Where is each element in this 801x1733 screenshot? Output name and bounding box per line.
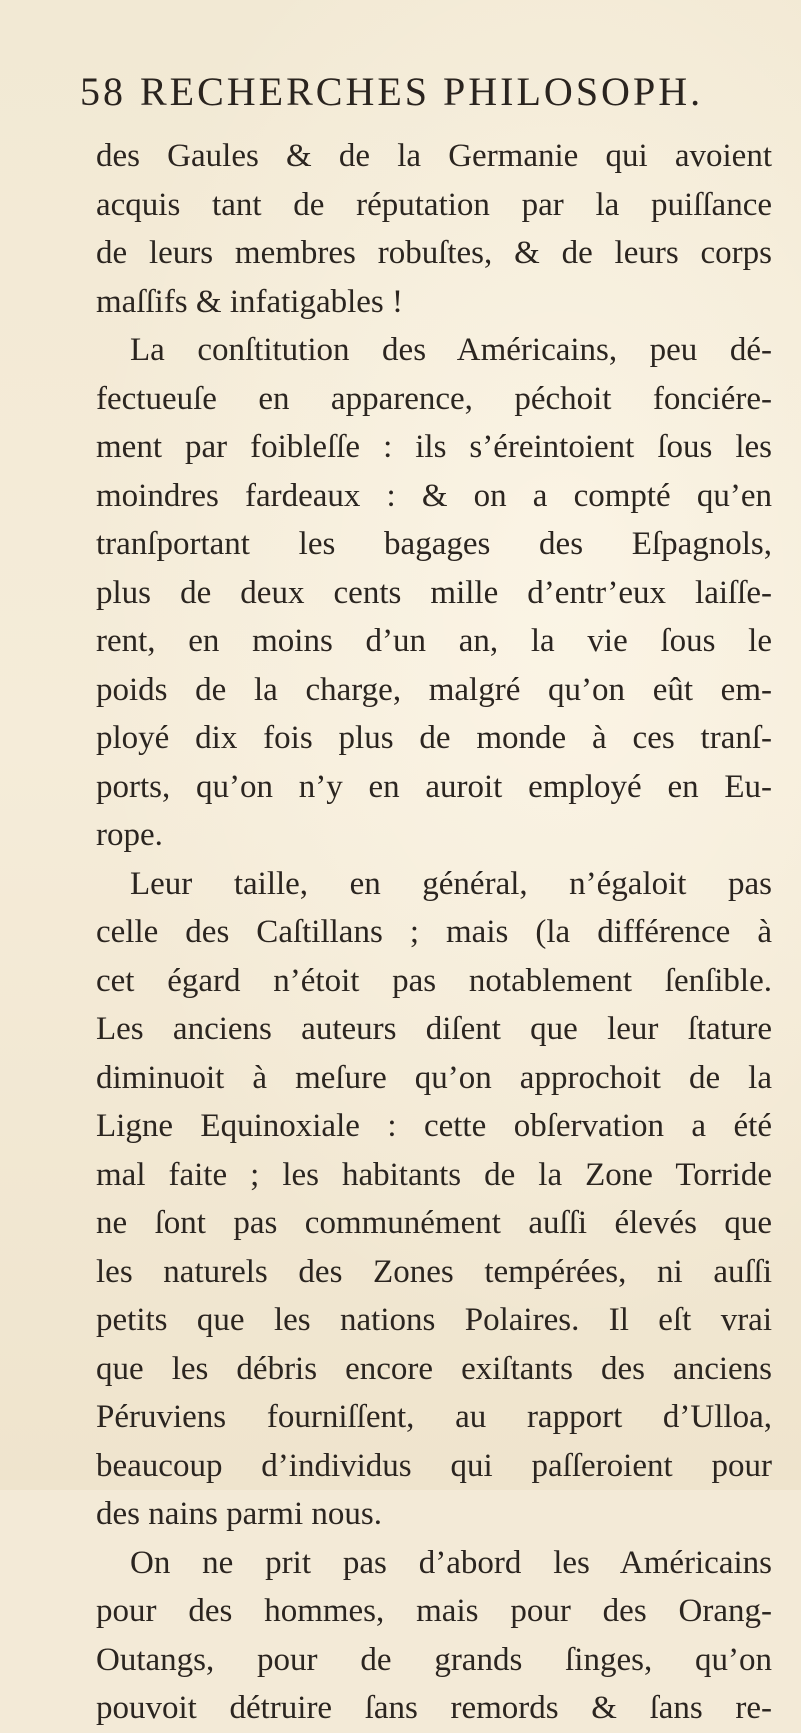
text-line: Péruviens fourniſſent, au rapport d’Ulloa, (96, 1399, 772, 1435)
text-line: pour des hommes, mais pour des Orang- (96, 1593, 772, 1629)
page-number: 58 (80, 69, 126, 114)
text-line: beaucoup d’individus qui paſſeroient pour (96, 1447, 772, 1484)
text-line: ployé dix fois plus de monde à ces tranſ- (96, 720, 772, 756)
text-line: Les anciens auteurs diſent que leur ſtature (96, 1011, 772, 1047)
text-line: acquis tant de réputation par la puiſſance (96, 186, 772, 223)
text-line: rope. (96, 817, 163, 853)
text-line: de leurs membres robuſtes, & de leurs corps (96, 235, 772, 271)
text-line: ment par foibleſſe : ils s’éreintoient ſous les (96, 429, 772, 465)
text-line: Ligne Equinoxiale : cette obſervation a été (96, 1108, 772, 1144)
text-line: Leur taille, en général, n’égaloit pas (130, 865, 772, 902)
text-line: ports, qu’on n’y en auroit employé en Eu- (96, 768, 772, 805)
text-line: pouvoit détruire ſans remords & ſans re- (96, 1690, 772, 1726)
running-head (80, 68, 703, 115)
text-line: que les débris encore exiſtants des anciens (96, 1350, 772, 1387)
text-line: On ne prit pas d’abord les Américains (130, 1544, 772, 1581)
text-line: tranſportant les bagages des Eſpagnols, (96, 526, 772, 562)
text-line: poids de la charge, malgré qu’on eût em- (96, 671, 772, 708)
text-line: celle des Caſtillans ; mais (la différence à (96, 914, 772, 950)
text-line: fectueuſe en apparence, péchoit fonciére- (96, 380, 772, 417)
text-line: plus de deux cents mille d’entr’eux laiſſe- (96, 574, 772, 611)
text-line: les naturels des Zones tempérées, ni auſſi (96, 1253, 772, 1290)
text-line: cet égard n’étoit pas notablement ſenſible. (96, 962, 772, 999)
text-line: mal faite ; les habitants de la Zone Torride (96, 1156, 772, 1193)
text-line: rent, en moins d’un an, la vie ſous le (96, 623, 772, 659)
text-line: La conſtitution des Américains, peu dé- (130, 332, 772, 368)
text-line: ne ſont pas communément auſſi élevés que (96, 1205, 772, 1241)
body-text (96, 132, 772, 1733)
text-line: Outangs, pour de grands ſinges, qu’on (96, 1641, 772, 1678)
running-title: RECHERCHES PHILOSOPH. (140, 69, 704, 114)
text-line: des nains parmi nous. (96, 1496, 382, 1532)
text-line: moindres fardeaux : & on a compté qu’en (96, 477, 772, 514)
text-line: des Gaules & de la Germanie qui avoient (96, 138, 772, 174)
text-line: diminuoit à meſure qu’on approchoit de la (96, 1059, 772, 1096)
text-line: maſſifs & infatigables ! (96, 283, 404, 320)
text-line: petits que les nations Polaires. Il eſt vrai (96, 1302, 772, 1338)
